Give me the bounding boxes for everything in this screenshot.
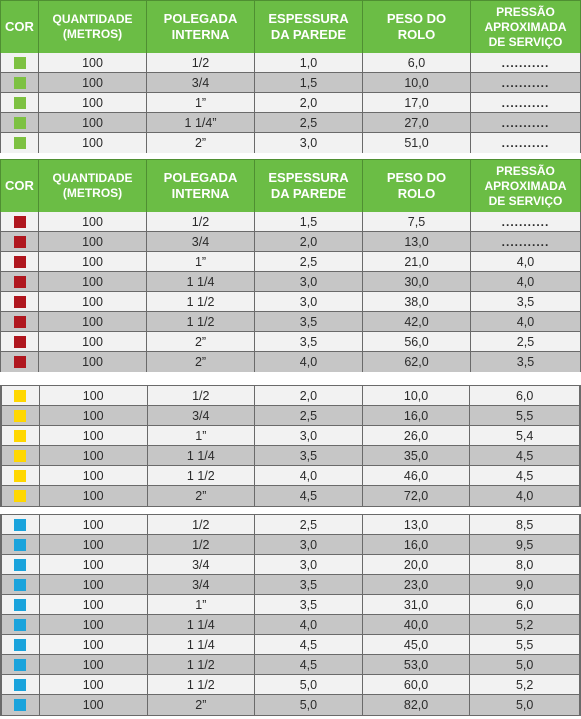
- color-swatch: [14, 659, 26, 671]
- cell-pressao: 4,0: [471, 312, 581, 331]
- header-peso: [363, 1, 471, 53]
- cell-pressao: 4,0: [470, 486, 580, 506]
- cell-polegada: 1”: [147, 252, 255, 271]
- cell-espessura: 2,0: [255, 93, 363, 112]
- color-swatch: [14, 77, 26, 89]
- cell-cor: [1, 406, 40, 425]
- table-row: [1, 695, 580, 715]
- cell-polegada: 2”: [148, 486, 256, 506]
- cell-polegada: 1/2: [147, 212, 255, 231]
- cell-quantidade: 100: [40, 615, 148, 634]
- cell-polegada: 1”: [148, 595, 256, 614]
- cell-polegada: 1/2: [148, 535, 256, 554]
- table-body: [1, 386, 580, 506]
- cell-polegada: 1 1/4: [147, 272, 255, 291]
- table-header: [0, 159, 581, 212]
- cell-polegada: 2”: [148, 695, 256, 715]
- cell-quantidade: 100: [39, 113, 147, 132]
- cell-quantidade: 100: [40, 655, 148, 674]
- header-pressao: [471, 1, 580, 53]
- cell-peso: 16,0: [363, 406, 471, 425]
- header-polegada: [147, 1, 255, 53]
- cell-espessura: 2,5: [255, 113, 363, 132]
- table-row: [0, 113, 581, 133]
- cell-espessura: 4,5: [255, 635, 363, 654]
- table-row: [1, 535, 580, 555]
- cell-espessura: 2,0: [255, 386, 363, 405]
- color-swatch: [14, 117, 26, 129]
- cell-peso: 53,0: [363, 655, 471, 674]
- cell-cor: [0, 113, 39, 132]
- cell-espessura: 1,0: [255, 53, 363, 72]
- table-row: [1, 406, 580, 426]
- table-row: [1, 615, 580, 635]
- table-row: [0, 232, 581, 252]
- cell-espessura: 3,5: [255, 446, 363, 465]
- cell-peso: 27,0: [363, 113, 471, 132]
- table-row: [1, 635, 580, 655]
- cell-espessura: 3,0: [255, 555, 363, 574]
- table-row: [0, 332, 581, 352]
- cell-quantidade: 100: [40, 486, 148, 506]
- color-swatch: [14, 519, 26, 531]
- cell-cor: [1, 386, 40, 405]
- cell-quantidade: 100: [39, 53, 147, 72]
- table-blue: [0, 514, 581, 716]
- cell-quantidade: 100: [40, 555, 148, 574]
- cell-pressao: ...........: [471, 53, 581, 72]
- cell-cor: [1, 515, 40, 534]
- table-body: [1, 515, 580, 715]
- table-row: [1, 555, 580, 575]
- cell-cor: [0, 212, 39, 231]
- cell-polegada: 1/2: [147, 53, 255, 72]
- cell-espessura: 3,5: [255, 312, 363, 331]
- cell-espessura: 5,0: [255, 695, 363, 715]
- cell-cor: [1, 535, 40, 554]
- color-swatch: [14, 256, 26, 268]
- cell-pressao: 5,5: [470, 406, 580, 425]
- cell-cor: [1, 486, 40, 506]
- header-quantidade: [39, 160, 147, 212]
- cell-pressao: 5,0: [470, 655, 580, 674]
- color-swatch: [14, 599, 26, 611]
- cell-peso: 26,0: [363, 426, 471, 445]
- cell-quantidade: 100: [40, 515, 148, 534]
- cell-quantidade: 100: [39, 272, 147, 291]
- table-row: [1, 675, 580, 695]
- table-row: [1, 386, 580, 406]
- cell-quantidade: 100: [39, 352, 147, 372]
- color-swatch: [14, 579, 26, 591]
- cell-peso: 82,0: [363, 695, 471, 715]
- table-row: [1, 655, 580, 675]
- table-body: [0, 53, 581, 153]
- cell-polegada: 1 1/2: [148, 655, 256, 674]
- cell-quantidade: 100: [40, 406, 148, 425]
- cell-peso: 46,0: [363, 466, 471, 485]
- cell-peso: 20,0: [363, 555, 471, 574]
- cell-espessura: 2,5: [255, 406, 363, 425]
- cell-espessura: 2,5: [255, 252, 363, 271]
- cell-quantidade: 100: [40, 535, 148, 554]
- cell-pressao: 8,5: [470, 515, 580, 534]
- cell-peso: 62,0: [363, 352, 471, 372]
- cell-quantidade: 100: [40, 386, 148, 405]
- cell-espessura: 1,5: [255, 73, 363, 92]
- cell-peso: 35,0: [363, 446, 471, 465]
- header-peso-text: PESO DO ROLO: [386, 11, 447, 42]
- cell-espessura: 4,5: [255, 655, 363, 674]
- cell-cor: [1, 695, 40, 715]
- table-row: [0, 272, 581, 292]
- cell-polegada: 1 1/2: [147, 312, 255, 331]
- cell-quantidade: 100: [40, 675, 148, 694]
- cell-espessura: 3,5: [255, 575, 363, 594]
- cell-cor: [0, 332, 39, 351]
- cell-espessura: 3,5: [255, 595, 363, 614]
- cell-polegada: 1”: [147, 93, 255, 112]
- header-polegada-text: POLEGADA INTERNA: [163, 11, 238, 42]
- cell-cor: [0, 93, 39, 112]
- cell-peso: 23,0: [363, 575, 471, 594]
- color-swatch: [14, 356, 26, 368]
- color-swatch: [14, 236, 26, 248]
- color-swatch: [14, 470, 26, 482]
- header-espessura-text: ESPESSURA DA PAREDE: [268, 170, 349, 201]
- cell-quantidade: 100: [39, 312, 147, 331]
- cell-quantidade: 100: [40, 635, 148, 654]
- cell-quantidade: 100: [39, 332, 147, 351]
- cell-quantidade: 100: [40, 595, 148, 614]
- color-swatch: [14, 216, 26, 228]
- table-row: [1, 486, 580, 506]
- color-swatch: [14, 57, 26, 69]
- color-swatch: [14, 699, 26, 711]
- table-green: [0, 0, 581, 153]
- header-quantidade: [39, 1, 147, 53]
- cell-peso: 6,0: [363, 53, 471, 72]
- cell-polegada: 2”: [147, 352, 255, 372]
- table-row: [0, 352, 581, 372]
- table-row: [1, 426, 580, 446]
- cell-cor: [1, 426, 40, 445]
- cell-polegada: 1 1/4: [148, 446, 256, 465]
- cell-pressao: 4,5: [470, 446, 580, 465]
- cell-pressao: ...........: [471, 212, 581, 231]
- cell-polegada: 1/2: [148, 386, 256, 405]
- cell-espessura: 4,5: [255, 486, 363, 506]
- table-body: [0, 212, 581, 372]
- header-polegada: [147, 160, 255, 212]
- cell-peso: 31,0: [363, 595, 471, 614]
- cell-cor: [1, 555, 40, 574]
- table-row: [0, 93, 581, 113]
- cell-cor: [1, 446, 40, 465]
- cell-peso: 51,0: [363, 133, 471, 153]
- cell-cor: [0, 252, 39, 271]
- cell-quantidade: 100: [40, 695, 148, 715]
- cell-polegada: 2”: [147, 133, 255, 153]
- cell-pressao: 6,0: [470, 386, 580, 405]
- cell-pressao: ...........: [471, 113, 581, 132]
- cell-cor: [0, 232, 39, 251]
- cell-pressao: 8,0: [470, 555, 580, 574]
- header-peso: [363, 160, 471, 212]
- color-swatch: [14, 97, 26, 109]
- cell-peso: 13,0: [363, 515, 471, 534]
- cell-quantidade: 100: [40, 575, 148, 594]
- cell-peso: 38,0: [363, 292, 471, 311]
- table-row: [0, 252, 581, 272]
- cell-quantidade: 100: [39, 212, 147, 231]
- header-pressao-text: PRESSÃO APROXIMADA DE SERVIÇO: [484, 163, 567, 208]
- color-swatch: [14, 539, 26, 551]
- cell-peso: 40,0: [363, 615, 471, 634]
- cell-pressao: 4,0: [471, 252, 581, 271]
- color-swatch: [14, 430, 26, 442]
- color-swatch: [14, 316, 26, 328]
- table-row: [1, 515, 580, 535]
- cell-espessura: 3,0: [255, 292, 363, 311]
- cell-peso: 10,0: [363, 73, 471, 92]
- cell-quantidade: 100: [39, 252, 147, 271]
- cell-polegada: 1”: [148, 426, 256, 445]
- table-row: [1, 466, 580, 486]
- cell-polegada: 2”: [147, 332, 255, 351]
- cell-pressao: 2,5: [471, 332, 581, 351]
- table-row: [0, 73, 581, 93]
- color-swatch: [14, 390, 26, 402]
- cell-espessura: 3,0: [255, 272, 363, 291]
- color-swatch: [14, 490, 26, 502]
- cell-quantidade: 100: [39, 133, 147, 153]
- header-quantidade-text: QUANTIDADE (METROS): [52, 12, 133, 41]
- cell-quantidade: 100: [40, 446, 148, 465]
- cell-quantidade: 100: [39, 292, 147, 311]
- cell-pressao: ...........: [471, 93, 581, 112]
- header-quantidade-text: QUANTIDADE (METROS): [52, 171, 133, 200]
- cell-polegada: 1 1/2: [148, 466, 256, 485]
- color-swatch: [14, 137, 26, 149]
- color-swatch: [14, 559, 26, 571]
- cell-polegada: 1 1/4: [148, 635, 256, 654]
- cell-espessura: 4,0: [255, 352, 363, 372]
- cell-espessura: 3,0: [255, 133, 363, 153]
- table-row: [0, 133, 581, 153]
- color-swatch: [14, 450, 26, 462]
- header-pressao-text: PRESSÃO APROXIMADA DE SERVIÇO: [484, 4, 567, 49]
- cell-polegada: 3/4: [148, 555, 256, 574]
- cell-polegada: 3/4: [148, 406, 256, 425]
- color-swatch: [14, 679, 26, 691]
- table-row: [0, 312, 581, 332]
- cell-peso: 7,5: [363, 212, 471, 231]
- cell-pressao: ...........: [471, 232, 581, 251]
- cell-cor: [0, 53, 39, 72]
- cell-polegada: 1 1/2: [148, 675, 256, 694]
- header-peso-text: PESO DO ROLO: [386, 170, 447, 201]
- cell-quantidade: 100: [39, 232, 147, 251]
- table-row: [1, 575, 580, 595]
- cell-cor: [1, 595, 40, 614]
- cell-cor: [0, 272, 39, 291]
- cell-pressao: 5,5: [470, 635, 580, 654]
- cell-peso: 30,0: [363, 272, 471, 291]
- table-row: [1, 446, 580, 466]
- header-cor: COR: [1, 1, 39, 53]
- cell-espessura: 5,0: [255, 675, 363, 694]
- color-swatch: [14, 410, 26, 422]
- cell-pressao: 3,5: [471, 352, 581, 372]
- cell-polegada: 1/2: [148, 515, 256, 534]
- cell-cor: [1, 575, 40, 594]
- header-polegada-text: POLEGADA INTERNA: [163, 170, 238, 201]
- cell-pressao: 5,2: [470, 675, 580, 694]
- cell-quantidade: 100: [40, 426, 148, 445]
- cell-quantidade: 100: [40, 466, 148, 485]
- cell-polegada: 1 1/2: [147, 292, 255, 311]
- cell-espessura: 1,5: [255, 212, 363, 231]
- cell-espessura: 3,0: [255, 426, 363, 445]
- cell-cor: [0, 292, 39, 311]
- cell-quantidade: 100: [39, 73, 147, 92]
- cell-cor: [0, 133, 39, 153]
- cell-pressao: 3,5: [471, 292, 581, 311]
- cell-peso: 17,0: [363, 93, 471, 112]
- cell-pressao: 5,0: [470, 695, 580, 715]
- cell-cor: [1, 466, 40, 485]
- cell-pressao: 9,5: [470, 535, 580, 554]
- color-swatch: [14, 296, 26, 308]
- cell-pressao: 5,2: [470, 615, 580, 634]
- table-row: [1, 595, 580, 615]
- table-yellow: [0, 385, 581, 507]
- cell-cor: [0, 352, 39, 372]
- header-espessura: [255, 160, 363, 212]
- cell-quantidade: 100: [39, 93, 147, 112]
- cell-pressao: ...........: [471, 73, 581, 92]
- cell-pressao: 6,0: [470, 595, 580, 614]
- cell-espessura: 3,5: [255, 332, 363, 351]
- cell-polegada: 3/4: [147, 232, 255, 251]
- cell-espessura: 2,5: [255, 515, 363, 534]
- table-row: [0, 212, 581, 232]
- cell-peso: 13,0: [363, 232, 471, 251]
- color-swatch: [14, 619, 26, 631]
- header-espessura-text: ESPESSURA DA PAREDE: [268, 11, 349, 42]
- table-red: [0, 159, 581, 372]
- cell-pressao: ...........: [471, 133, 581, 153]
- cell-pressao: 9,0: [470, 575, 580, 594]
- cell-cor: [1, 655, 40, 674]
- color-swatch: [14, 276, 26, 288]
- cell-peso: 45,0: [363, 635, 471, 654]
- table-row: [0, 292, 581, 312]
- cell-espessura: 4,0: [255, 615, 363, 634]
- table-header: [0, 0, 581, 53]
- cell-espessura: 3,0: [255, 535, 363, 554]
- cell-cor: [0, 312, 39, 331]
- cell-polegada: 3/4: [148, 575, 256, 594]
- cell-cor: [0, 73, 39, 92]
- cell-peso: 21,0: [363, 252, 471, 271]
- cell-cor: [1, 675, 40, 694]
- cell-cor: [1, 615, 40, 634]
- cell-peso: 72,0: [363, 486, 471, 506]
- color-swatch: [14, 639, 26, 651]
- cell-cor: [1, 635, 40, 654]
- color-swatch: [14, 336, 26, 348]
- header-cor: COR: [1, 160, 39, 212]
- cell-polegada: 3/4: [147, 73, 255, 92]
- cell-pressao: 4,5: [470, 466, 580, 485]
- cell-peso: 10,0: [363, 386, 471, 405]
- cell-polegada: 1 1/4”: [147, 113, 255, 132]
- cell-espessura: 2,0: [255, 232, 363, 251]
- cell-pressao: 5,4: [470, 426, 580, 445]
- cell-peso: 56,0: [363, 332, 471, 351]
- table-row: [0, 53, 581, 73]
- cell-peso: 42,0: [363, 312, 471, 331]
- header-pressao: [471, 160, 580, 212]
- cell-peso: 60,0: [363, 675, 471, 694]
- cell-peso: 16,0: [363, 535, 471, 554]
- cell-polegada: 1 1/4: [148, 615, 256, 634]
- header-espessura: [255, 1, 363, 53]
- cell-espessura: 4,0: [255, 466, 363, 485]
- cell-pressao: 4,0: [471, 272, 581, 291]
